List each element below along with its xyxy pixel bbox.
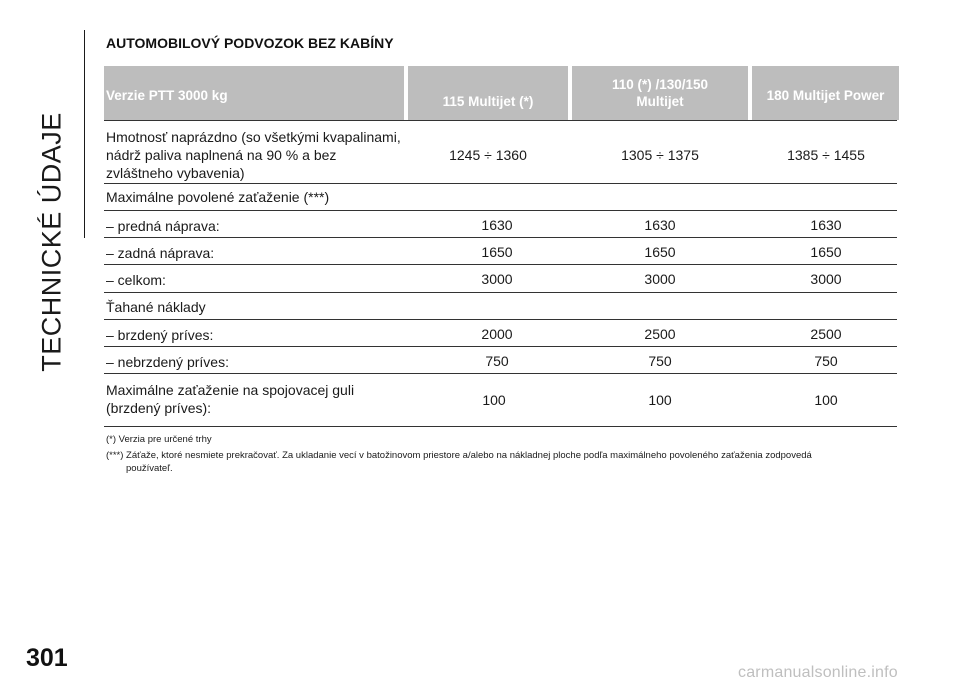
row-label: [106, 128, 401, 182]
table-row: [104, 183, 897, 210]
value-110-150: 1305 ÷ 1375: [621, 147, 699, 163]
row-label-line: Maximálne zaťaženie na spojovacej guli: [106, 382, 355, 398]
value-180: 1630: [810, 217, 842, 233]
row-label: – nebrzdený príves:: [106, 354, 229, 370]
row-label: Maximálne povolené zaťaženie (***): [106, 189, 330, 205]
value-110-150: 2500: [644, 326, 676, 342]
header-110-130-150-multijet: [572, 66, 748, 120]
watermark: carmanualsonline.info: [738, 664, 898, 681]
row-label: Ťahané náklady: [106, 299, 206, 315]
value-115: 100: [482, 392, 506, 408]
value-110-150: 100: [648, 392, 672, 408]
footnote-loads: (***) Záťaže, ktoré nesmiete prekračovať. Za ukladanie vecí v batožinovom priestore a/alebo na nákladnej ploche podľa maximálneho povoleného zaťaženia zodpovedá: [106, 450, 812, 461]
chapter-title: TECHNICKÉ ÚDAJE: [36, 112, 67, 372]
footnote-markets: (*) Verzia pre určené trhy: [106, 434, 212, 445]
row-label-line: zvláštneho vybavenia): [106, 165, 245, 181]
value-180: 100: [814, 392, 838, 408]
table-row: [104, 237, 897, 265]
value-180: 1385 ÷ 1455: [787, 147, 865, 163]
header-version-label: Verzie PTT 3000 kg: [106, 88, 228, 103]
table-bottom-rule: [104, 426, 897, 427]
value-180: 3000: [810, 271, 842, 287]
value-115: 1650: [481, 244, 513, 260]
page-number: 301: [26, 644, 68, 672]
value-110-150: 1630: [644, 217, 676, 233]
section-title: AUTOMOBILOVÝ PODVOZOK BEZ KABÍNY: [106, 35, 394, 51]
value-115: 1245 ÷ 1360: [449, 147, 527, 163]
row-label: [106, 381, 354, 417]
row-label: – brzdený príves:: [106, 327, 214, 343]
value-115: 1630: [481, 217, 513, 233]
value-115: 3000: [481, 271, 513, 287]
row-label: – celkom:: [106, 272, 166, 288]
row-label: – zadná náprava:: [106, 245, 215, 261]
table-row: [104, 373, 897, 427]
footnote-loads-continued: používateľ.: [126, 463, 173, 474]
table-row: [104, 346, 897, 374]
chapter-divider: [84, 30, 85, 238]
value-110-150: 750: [648, 353, 672, 369]
header-110-line2: Multijet: [636, 94, 684, 109]
row-label-line: (brzdený príves):: [106, 400, 212, 416]
value-180: 2500: [810, 326, 842, 342]
value-110-150: 1650: [644, 244, 676, 260]
value-180: 750: [814, 353, 838, 369]
header-version: [104, 66, 404, 120]
row-label: – predná náprava:: [106, 218, 220, 234]
row-label-line: Hmotnosť naprázdno (so všetkými kvapalinami,: [106, 129, 401, 145]
value-115: 2000: [481, 326, 513, 342]
table-row: [104, 264, 897, 292]
table-row: [104, 120, 897, 183]
table-row: [104, 319, 897, 347]
header-110-line1: 110 (*) /130/150: [611, 77, 709, 92]
table-row: [104, 292, 897, 320]
value-110-150: 3000: [644, 271, 676, 287]
header-180-multijet-power: [752, 66, 899, 120]
row-label-line: nádrž paliva naplnená na 90 % a bez: [106, 147, 337, 163]
table-row: [104, 210, 897, 238]
value-115: 750: [485, 353, 509, 369]
header-115-multijet: [408, 66, 568, 120]
header-115-label: 115 Multijet (*): [442, 94, 534, 109]
value-180: 1650: [810, 244, 842, 260]
table-header: [0, 66, 960, 120]
header-180-label: 180 Multijet Power: [766, 88, 885, 103]
